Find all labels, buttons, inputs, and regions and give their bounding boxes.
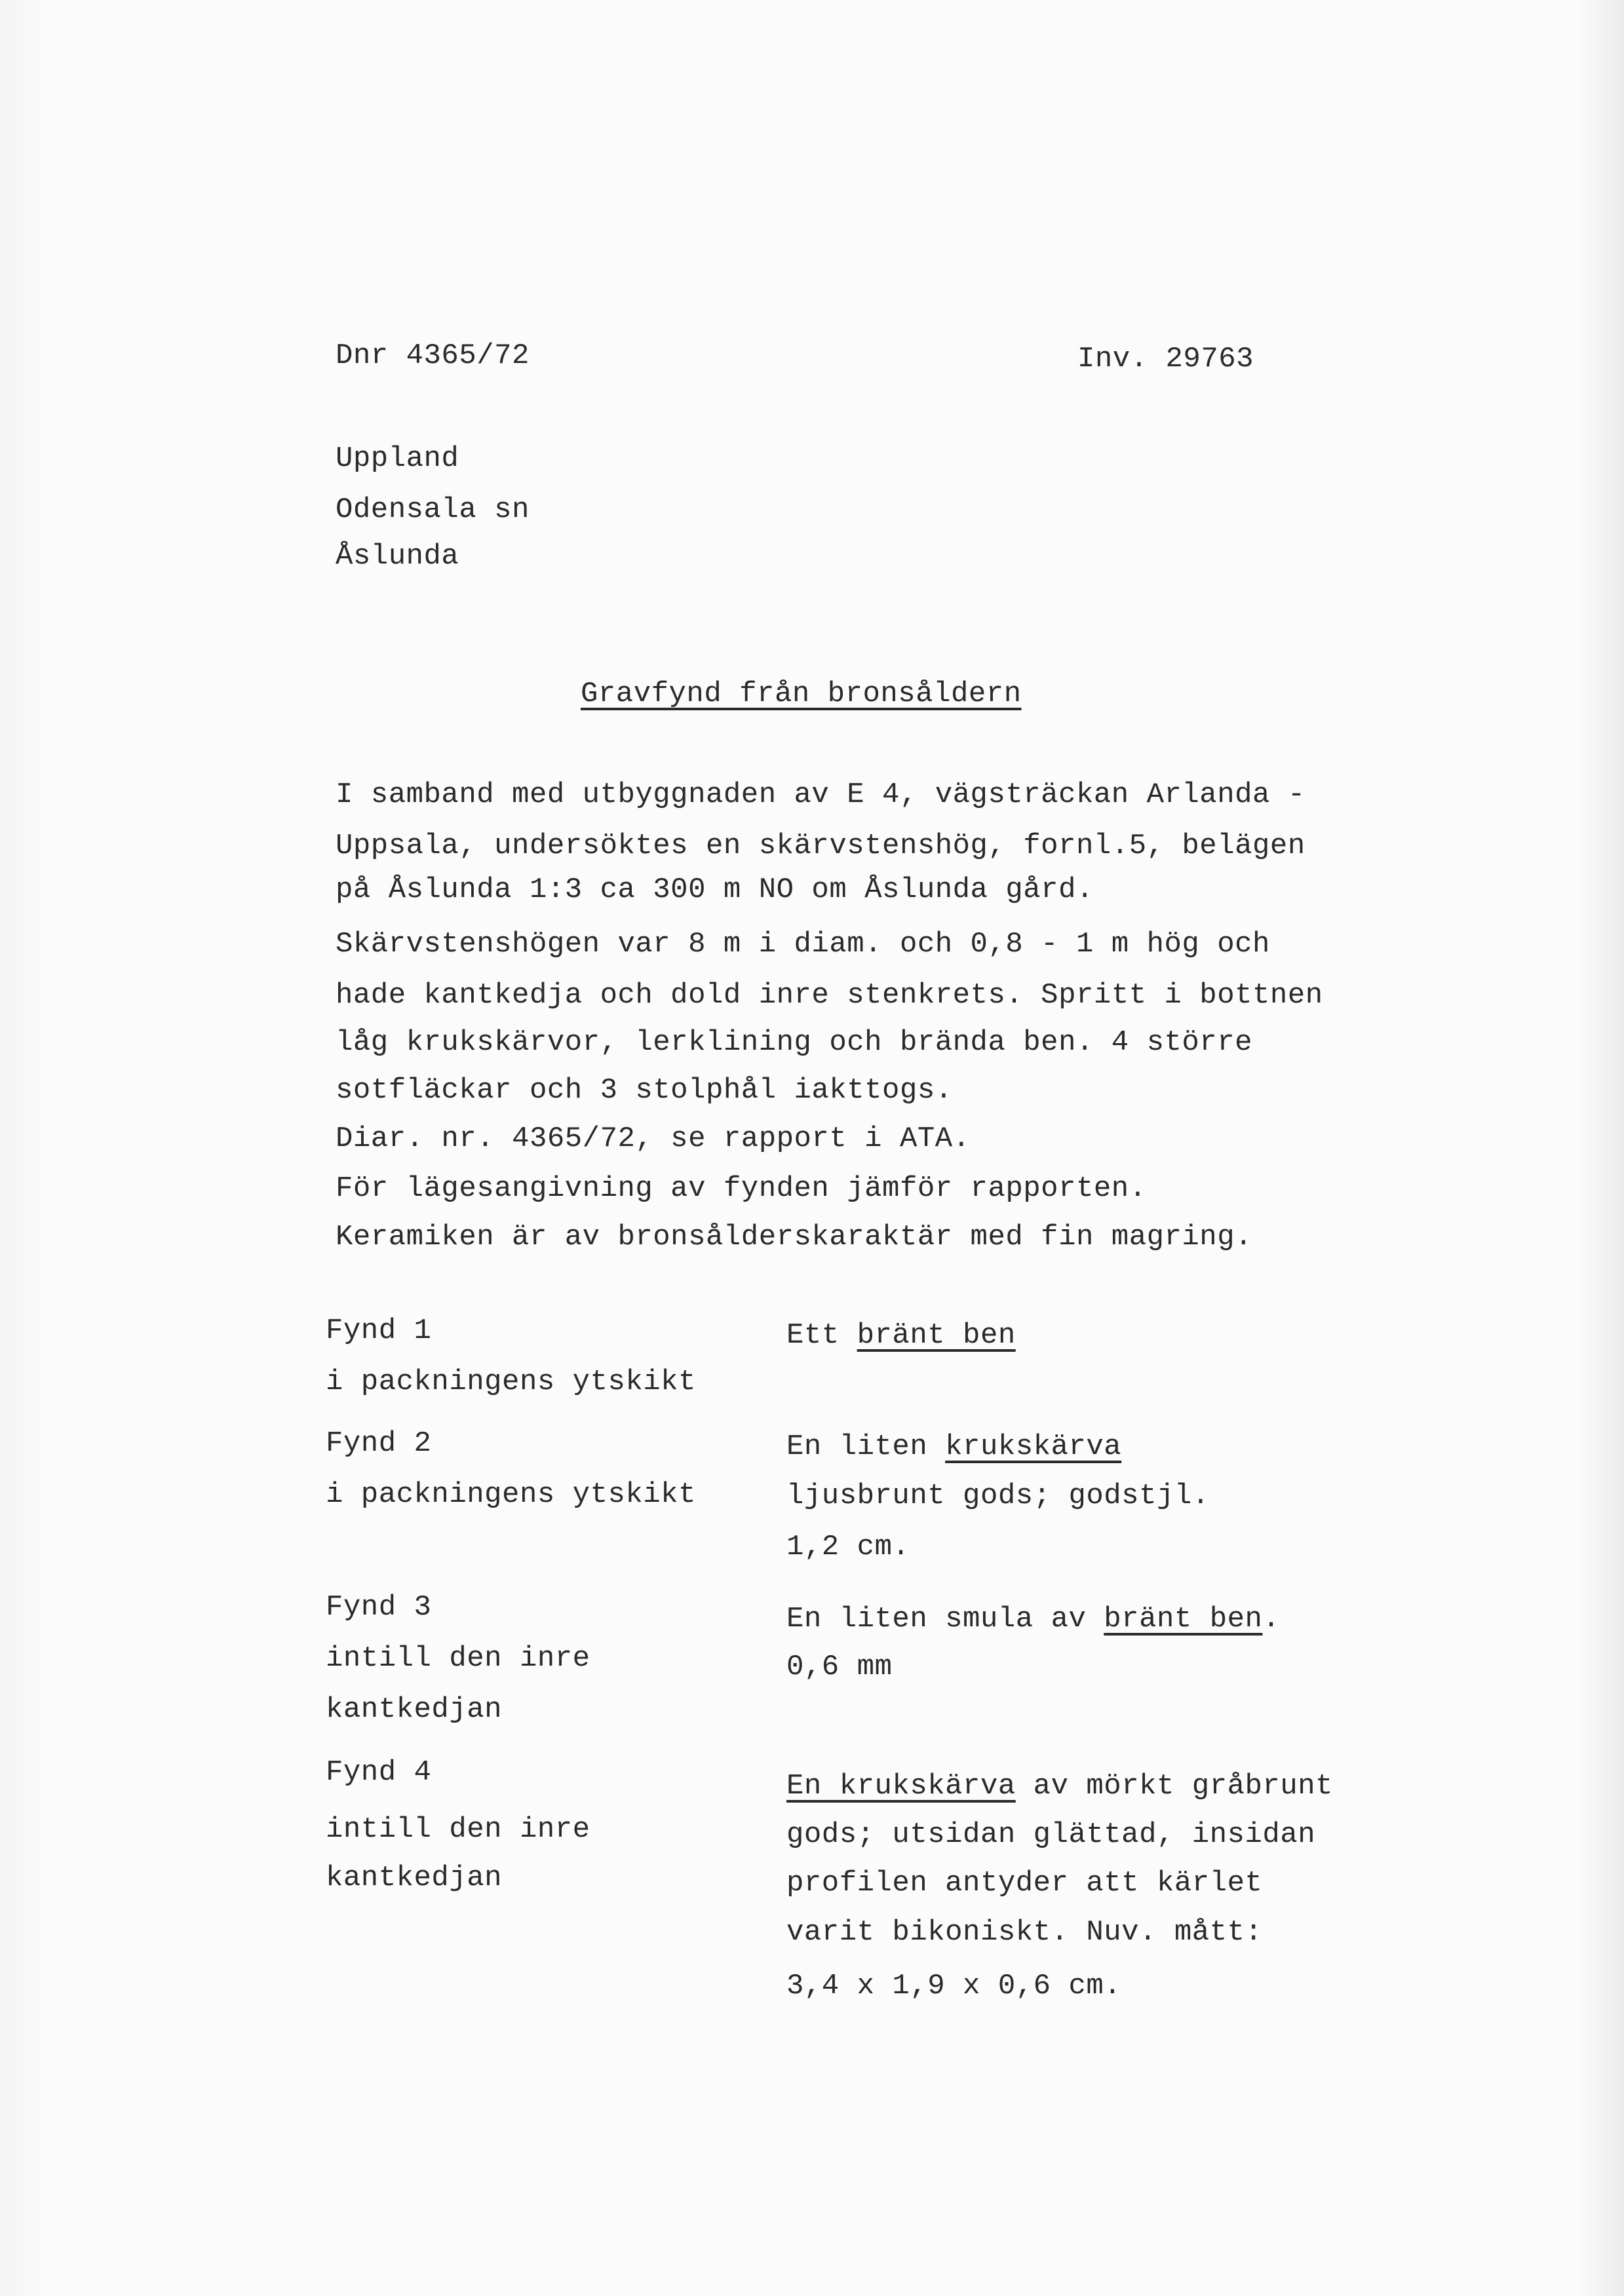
desc-text: av mörkt gråbrunt bbox=[1015, 1770, 1334, 1803]
parish: Odensala sn bbox=[336, 493, 530, 526]
find-description bbox=[786, 1768, 1333, 1805]
find-label: Fynd 3 bbox=[326, 1591, 432, 1624]
desc-text: Ett bbox=[786, 1319, 857, 1352]
site: Åslunda bbox=[336, 540, 459, 573]
find-location: kantkedjan bbox=[326, 1862, 503, 1894]
find-location: kantkedjan bbox=[326, 1693, 503, 1726]
paragraph-line: på Åslunda 1:3 ca 300 m NO om Åslunda gård. bbox=[336, 873, 1094, 906]
paragraph-line: För lägesangivning av fynden jämför rapporten. bbox=[336, 1172, 1147, 1205]
find-label: Fynd 1 bbox=[326, 1314, 432, 1347]
find-label: Fynd 4 bbox=[326, 1756, 432, 1789]
find-description-line: varit bikoniskt. Nuv. mått: bbox=[786, 1916, 1263, 1949]
desc-underlined: bränt ben bbox=[857, 1319, 1016, 1352]
find-description bbox=[786, 1428, 1121, 1465]
find-description bbox=[786, 1601, 1280, 1637]
inventory-number: Inv. 29763 bbox=[1077, 343, 1254, 375]
find-description-line: 1,2 cm. bbox=[786, 1531, 910, 1563]
paragraph-line: Diar. nr. 4365/72, se rapport i ATA. bbox=[336, 1122, 971, 1155]
desc-text: . bbox=[1262, 1603, 1281, 1636]
paragraph-line: Skärvstenshögen var 8 m i diam. och 0,8 - 1 m hög och bbox=[336, 928, 1270, 961]
find-location: i packningens ytskikt bbox=[326, 1478, 696, 1511]
find-location: i packningens ytskikt bbox=[326, 1366, 696, 1398]
find-description-line: gods; utsidan glättad, insidan bbox=[786, 1818, 1316, 1851]
desc-underlined: En krukskärva bbox=[786, 1770, 1016, 1803]
desc-underlined: bränt ben bbox=[1104, 1603, 1263, 1636]
paragraph-line: sotfläckar och 3 stolphål iakttogs. bbox=[336, 1074, 953, 1107]
province: Uppland bbox=[336, 442, 459, 475]
find-description-line: 0,6 mm bbox=[786, 1651, 893, 1683]
find-label: Fynd 2 bbox=[326, 1427, 432, 1460]
find-description bbox=[786, 1317, 1016, 1354]
paragraph-line: låg krukskärvor, lerklining och brända ben. 4 större bbox=[336, 1026, 1253, 1059]
dnr-number: Dnr 4365/72 bbox=[336, 339, 530, 372]
paragraph-line: Uppsala, undersöktes en skärvstenshög, fornl.5, belägen bbox=[336, 830, 1305, 862]
find-description-line: 3,4 x 1,9 x 0,6 cm. bbox=[786, 1970, 1122, 2002]
document-title: Gravfynd från bronsåldern bbox=[581, 678, 1022, 710]
find-description-line: profilen antyder att kärlet bbox=[786, 1867, 1263, 1900]
paragraph-line: Keramiken är av bronsålderskaraktär med fin magring. bbox=[336, 1221, 1253, 1253]
paragraph-line: hade kantkedja och dold inre stenkrets. Spritt i bottnen bbox=[336, 979, 1323, 1012]
desc-underlined: krukskärva bbox=[945, 1430, 1122, 1463]
desc-text: En liten smula av bbox=[786, 1603, 1104, 1636]
paragraph-line: I samband med utbyggnaden av E 4, vägsträckan Arlanda - bbox=[336, 778, 1305, 811]
find-description-line: ljusbrunt gods; godstjl. bbox=[786, 1480, 1210, 1512]
find-location: intill den inre bbox=[326, 1813, 590, 1846]
desc-text: En liten bbox=[786, 1430, 946, 1463]
find-location: intill den inre bbox=[326, 1642, 590, 1675]
